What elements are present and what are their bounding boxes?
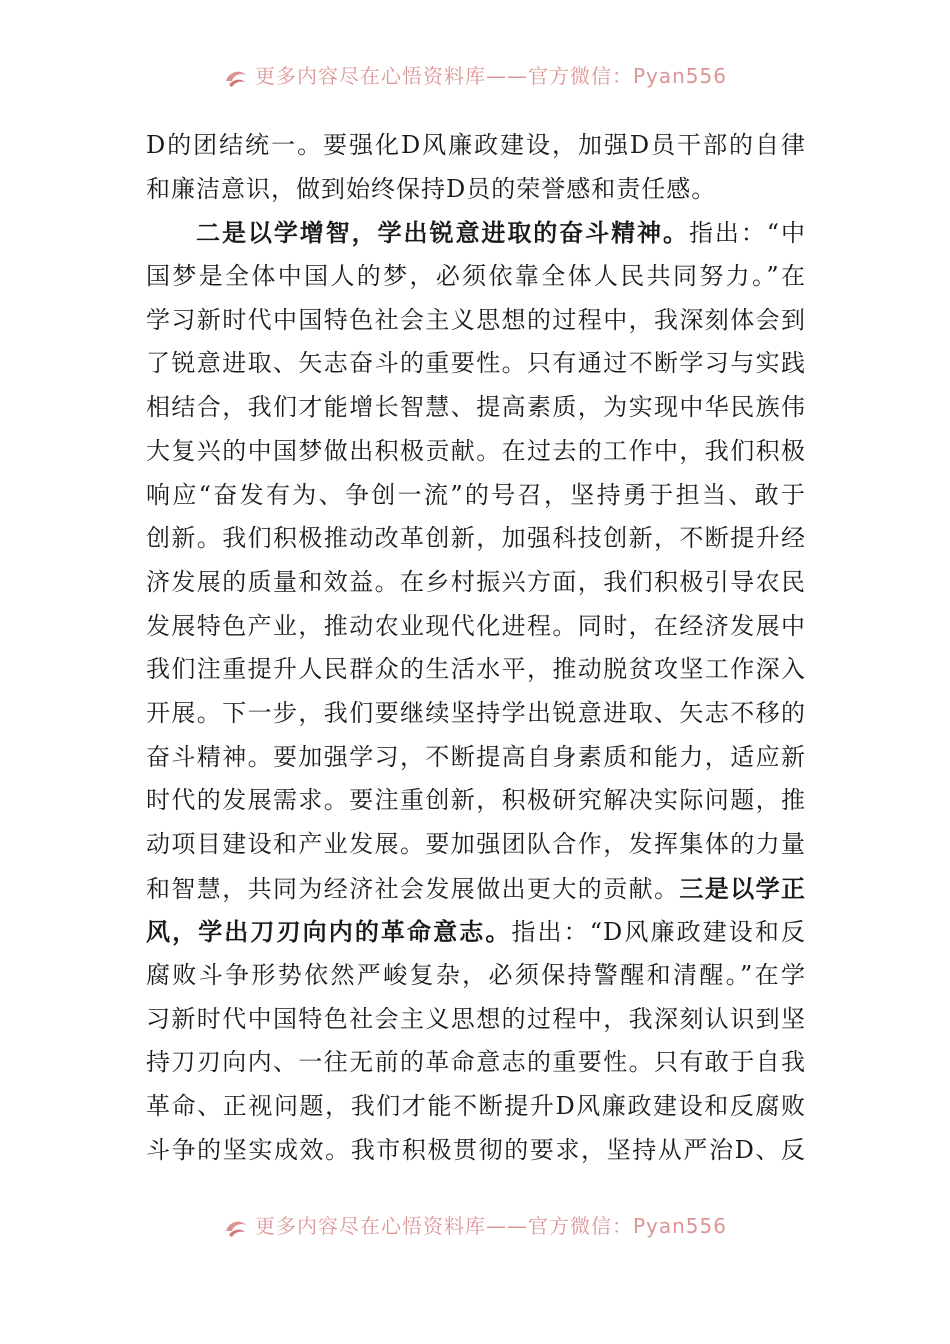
text-line: 持刀刃向内、一往无前的革命意志的重要性。只有敢于自我 (146, 1048, 806, 1077)
section-heading: 二是以学增智，学出锐意进取的奋斗精神。 (196, 218, 689, 248)
text-line: 了锐意进取、矢志奋斗的重要性。只有通过不断学习与实践 (146, 349, 806, 378)
section-heading: 三是以学正 (679, 873, 807, 903)
text-line: 创新。我们积极推动改革创新，加强科技创新，不断提升经 (146, 524, 806, 553)
text-line: 国梦是全体中国人的梦，必须依靠全体人民共同努力。”在 (146, 262, 806, 291)
text-line: 奋斗精神。要加强学习，不断提高自身素质和能力，适应新 (146, 742, 806, 771)
document-body (146, 124, 806, 1173)
text-span: 指出：“中 (688, 219, 806, 248)
watermark-text: 更多内容尽在心悟资料库——官方微信：Pyan556 (254, 64, 727, 88)
text-line: 我们注重提升人民群众的生活水平，推动脱贫攻坚工作深入 (146, 655, 806, 684)
text-line: 斗争的坚实成效。我市积极贯彻的要求，坚持从严治D、反 (146, 1135, 806, 1164)
text-line (146, 211, 806, 255)
text-span: 和智慧，共同为经济社会发展做出更大的贡献。 (146, 874, 680, 903)
text-line: 和廉洁意识，做到始终保持D员的荣誉感和责任感。 (146, 174, 717, 203)
text-line: 革命、正视问题，我们才能不断提升D风廉政建设和反腐败 (146, 1092, 806, 1121)
watermark-footer (0, 1210, 950, 1239)
text-line: 相结合，我们才能增长智慧、提高素质，为实现中华民族伟 (146, 393, 806, 422)
text-span: 指出：“D风廉政建设和反 (511, 918, 806, 947)
text-line: 动项目建设和产业发展。要加强团队合作，发挥集体的力量 (146, 830, 806, 858)
text-line: D的团结统一。要强化D风廉政建设，加强D员干部的自律 (146, 131, 806, 159)
text-line: 习新时代中国特色社会主义思想的过程中，我深刻认识到坚 (146, 1004, 806, 1033)
text-line: 济发展的质量和效益。在乡村振兴方面，我们积极引导农民 (146, 567, 806, 596)
text-line (146, 867, 806, 911)
text-line: 学习新时代中国特色社会主义思想的过程中，我深刻体会到 (146, 305, 806, 334)
text-line: 腐败斗争形势依然严峻复杂，必须保持警醒和清醒。”在学 (146, 961, 806, 990)
text-line: 响应“奋发有为、争创一流”的号召，坚持勇于担当、敢于 (146, 480, 806, 509)
watermark-text: 更多内容尽在心悟资料库——官方微信：Pyan556 (254, 1214, 727, 1238)
text-line: 开展。下一步，我们要继续坚持学出锐意进取、矢志不移的 (146, 698, 806, 727)
logo-icon (223, 1217, 249, 1239)
text-line: 发展特色产业，推动农业现代化进程。同时，在经济发展中 (146, 611, 806, 640)
watermark-header (0, 60, 950, 89)
text-line: 大复兴的中国梦做出积极贡献。在过去的工作中，我们积极 (146, 436, 806, 465)
section-heading: 风，学出刀刃向内的革命意志。 (146, 917, 512, 947)
text-line (146, 910, 806, 954)
text-line: 时代的发展需求。要注重创新，积极研究解决实际问题，推 (146, 786, 806, 815)
logo-icon (223, 67, 249, 89)
